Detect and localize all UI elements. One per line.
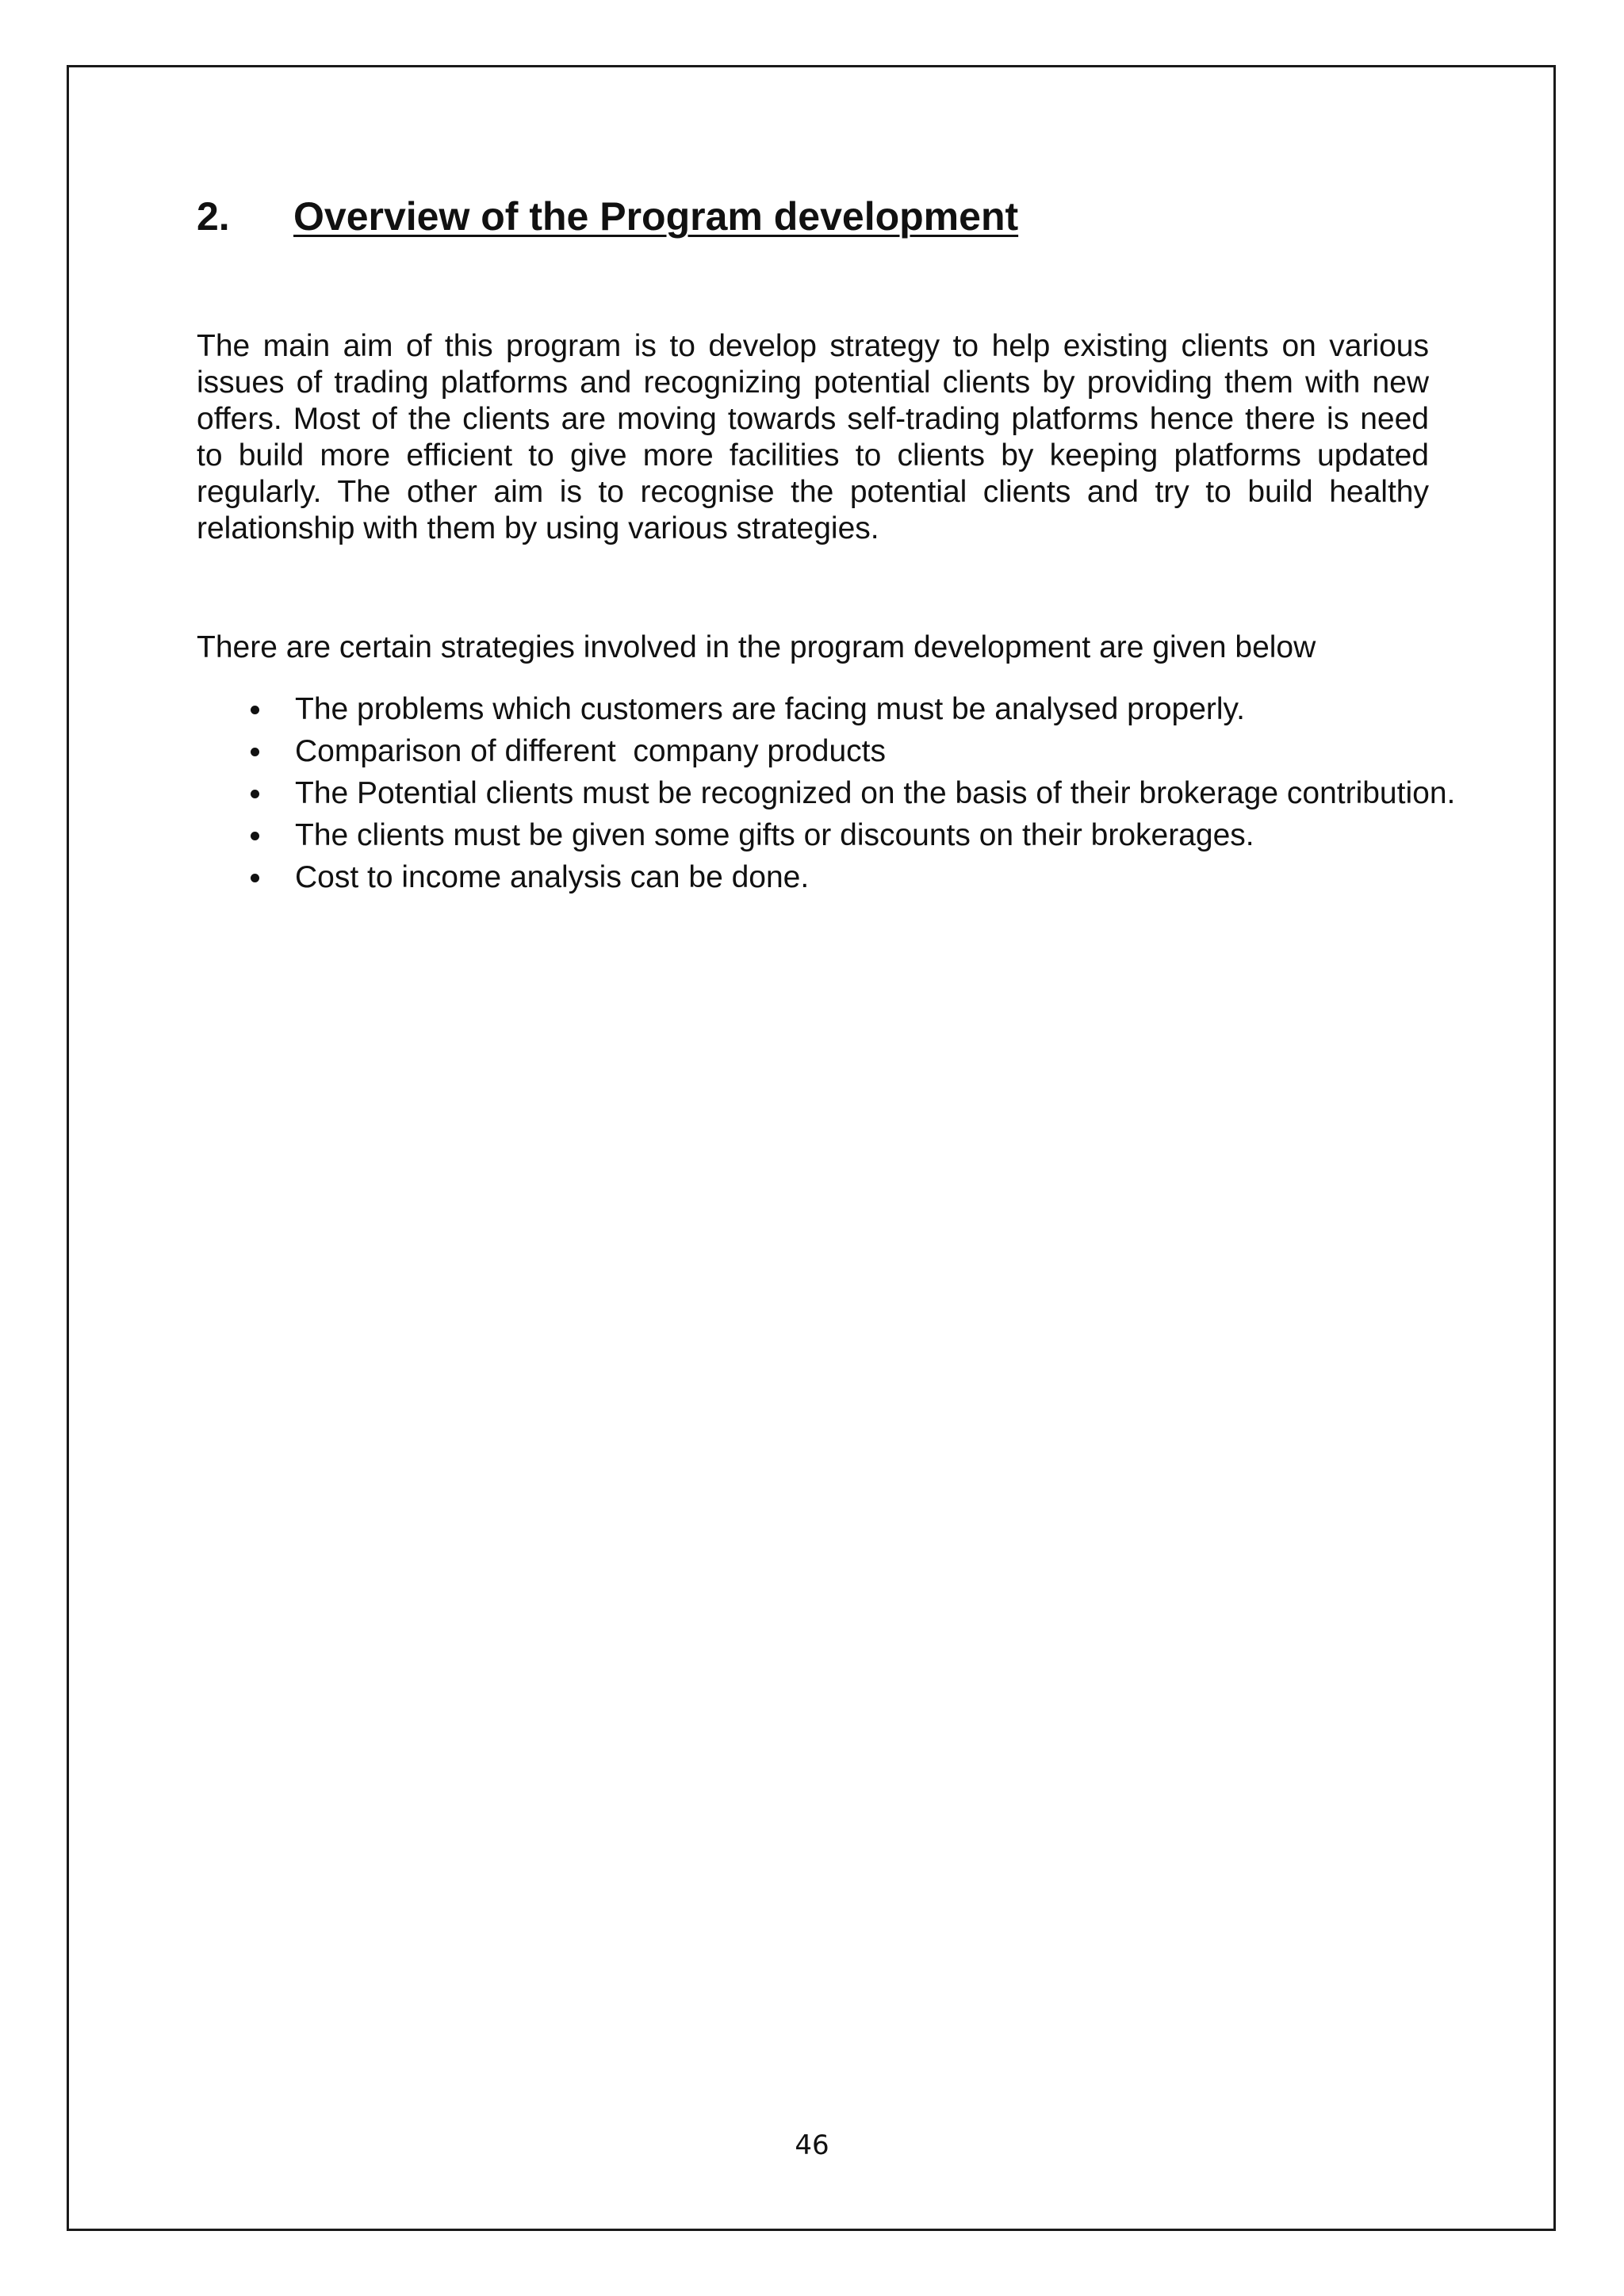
list-item-text: The clients must be given some gifts or discounts on their brokerages.: [295, 818, 1254, 852]
intro-paragraph: The main aim of this program is to develop strategy to help existing clients on various issues of trading platforms and recognizing potential clients by providing them with new offers. Most of the clients are moving towards self-trading platforms hence there is need to build more efficient to give more facilities to clients by keeping platforms updated regularly. The other aim is to recognise the potential clients and try to build healthy relationship with them by using various strategies.: [197, 329, 1429, 545]
list-item: [197, 691, 1465, 733]
list-item-text: Cost to income analysis can be done.: [295, 860, 810, 894]
list-item: [197, 733, 1465, 775]
section-heading: [197, 189, 1018, 244]
bullet-icon: [197, 691, 295, 728]
bullet-icon: [197, 733, 295, 770]
list-item-text: Comparison of different company products: [295, 734, 886, 768]
page-number: 46: [795, 2130, 829, 2161]
section-number: 2.: [197, 194, 230, 239]
list-item: [197, 775, 1465, 817]
list-item: [197, 817, 1465, 859]
list-item-text: The problems which customers are facing must be analysed properly.: [295, 692, 1245, 726]
strategies-list: [197, 691, 1465, 901]
strategies-intro-paragraph: There are certain strategies involved in the program development are given below: [197, 630, 1316, 664]
section-title: Overview of the Program development: [293, 194, 1019, 239]
bullet-icon: [197, 859, 295, 896]
bullet-icon: [197, 817, 295, 854]
list-item-text: The Potential clients must be recognized on the basis of their brokerage contribution.: [295, 776, 1456, 810]
bullet-icon: [197, 775, 295, 812]
list-item: [197, 859, 1465, 901]
